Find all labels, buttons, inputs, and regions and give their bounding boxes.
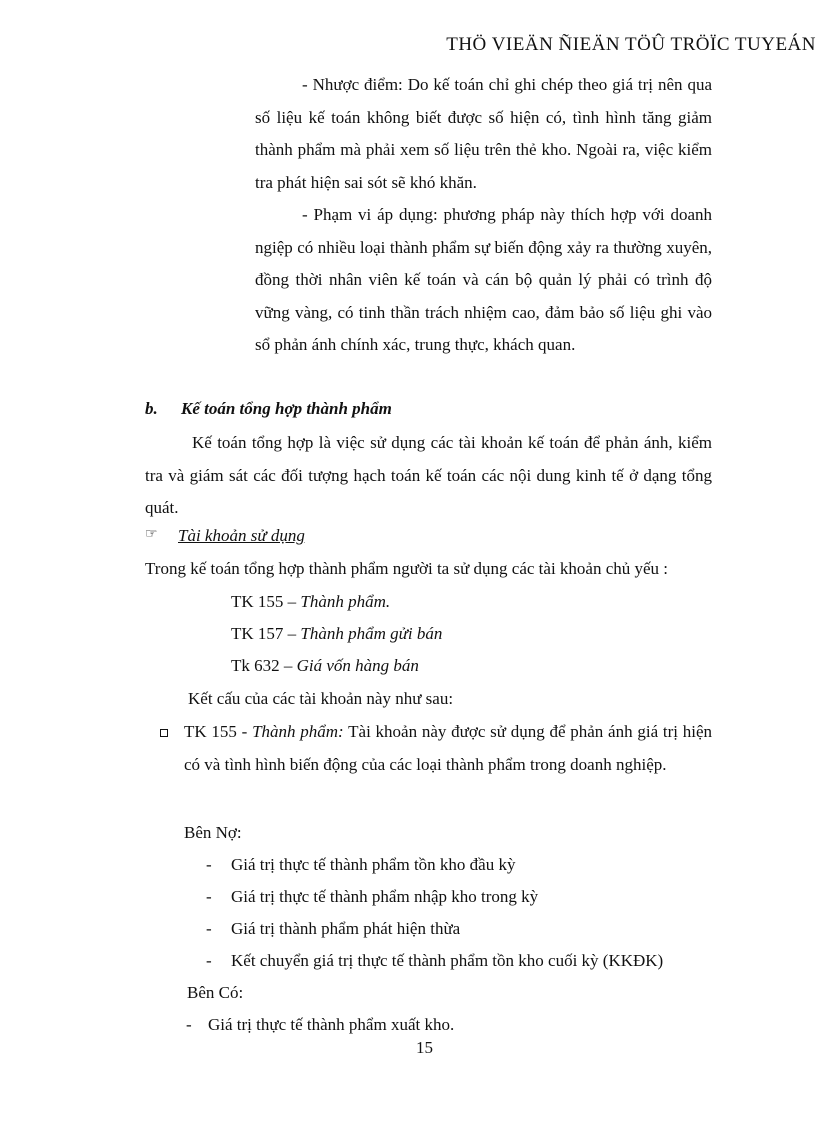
credit-label: Bên Có: xyxy=(187,983,244,1002)
debit-item: Giá trị thành phẩm phát hiện thừa xyxy=(231,919,461,938)
account-item xyxy=(231,592,390,612)
dash-bullet: - xyxy=(206,919,212,938)
account-name: Giá vốn hàng bán xyxy=(296,656,419,675)
section-b-title: Kế toán tổng hợp thành phẩm xyxy=(181,399,392,418)
account-item xyxy=(231,656,419,676)
debit-item: Kết chuyển giá trị thực tế thành phẩm tồn kho cuối kỳ (KKĐK) xyxy=(231,951,664,970)
debit-item: Giá trị thực tế thành phẩm nhập kho trong kỳ xyxy=(231,887,539,906)
tk155-description-block xyxy=(184,716,712,781)
scope-paragraph-block xyxy=(255,199,712,362)
account-code: TK 155 – xyxy=(231,592,301,611)
credit-item: Giá trị thực tế thành phẩm xuất kho. xyxy=(208,1015,455,1034)
dash-bullet: - xyxy=(206,855,212,874)
dash-bullet: - xyxy=(206,951,212,970)
account-item xyxy=(231,624,442,644)
account-code: Tk 632 – xyxy=(231,656,297,675)
site-header-title: THÖ VIEÄN ÑIEÄN TÖÛ TRÖÏC TUYEÁN xyxy=(446,34,816,55)
scope-paragraph: - Phạm vi áp dụng: phương pháp này thích hợp với doanh ngiệp có nhiều loại thành phẩm sự biến động xảy ra thường xuyên, đồng thời nhân viên kế toán và cán bộ quản lý phải có trình độ vững vàng, có tinh thần trách nhiệm cao, đảm bảo số liệu ghi vào sổ phản ánh chính xác, trung thực, khách quan. xyxy=(255,205,712,354)
section-b-intro: Kế toán tổng hợp là việc sử dụng các tài khoản kế toán để phản ánh, kiểm tra và giám sát các đối tượng hạch toán kế toán các nội dung kinh tế ở dạng tổng quát. xyxy=(145,433,712,517)
tk155-desc: Tài khoản này được sử dụng để phản ánh giá trị hiện có và tình hình biến động của các loại thành phẩm trong doanh nghiệp. xyxy=(184,722,712,774)
disadvantage-paragraph: - Nhược điểm: Do kế toán chỉ ghi chép theo giá trị nên qua số liệu kế toán không biết được số hiện có, tình hình tăng giảm thành phẩm mà phải xem số liệu trên thẻ kho. Ngoài ra, việc kiểm tra phát hiện sai sót sẽ khó khăn. xyxy=(255,75,712,192)
account-name: Thành phẩm gửi bán xyxy=(300,624,443,643)
structure-lead: Kết cấu của các tài khoản này như sau: xyxy=(188,689,454,708)
account-name: Thành phẩm. xyxy=(300,592,391,611)
tk155-description xyxy=(184,716,712,781)
page-number: 15 xyxy=(416,1038,433,1057)
disadvantage-paragraph-block xyxy=(255,69,712,199)
section-b-intro-block xyxy=(145,427,712,525)
accounts-lead: Trong kế toán tổng hợp thành phẩm người ta sử dụng các tài khoản chủ yếu : xyxy=(145,559,669,578)
square-bullet-icon xyxy=(160,729,168,737)
pointing-hand-icon: ☞ xyxy=(145,526,158,542)
accounts-heading: Tài khoản sử dụng xyxy=(178,526,305,545)
dash-bullet: - xyxy=(186,1015,192,1034)
tk155-name: Thành phẩm: xyxy=(252,722,344,741)
tk155-code: TK 155 - xyxy=(184,722,253,741)
account-code: TK 157 – xyxy=(231,624,301,643)
dash-bullet: - xyxy=(206,887,212,906)
debit-item: Giá trị thực tế thành phẩm tồn kho đầu kỳ xyxy=(231,855,516,874)
debit-label: Bên Nợ: xyxy=(184,823,242,842)
section-b-marker: b. xyxy=(145,399,158,418)
